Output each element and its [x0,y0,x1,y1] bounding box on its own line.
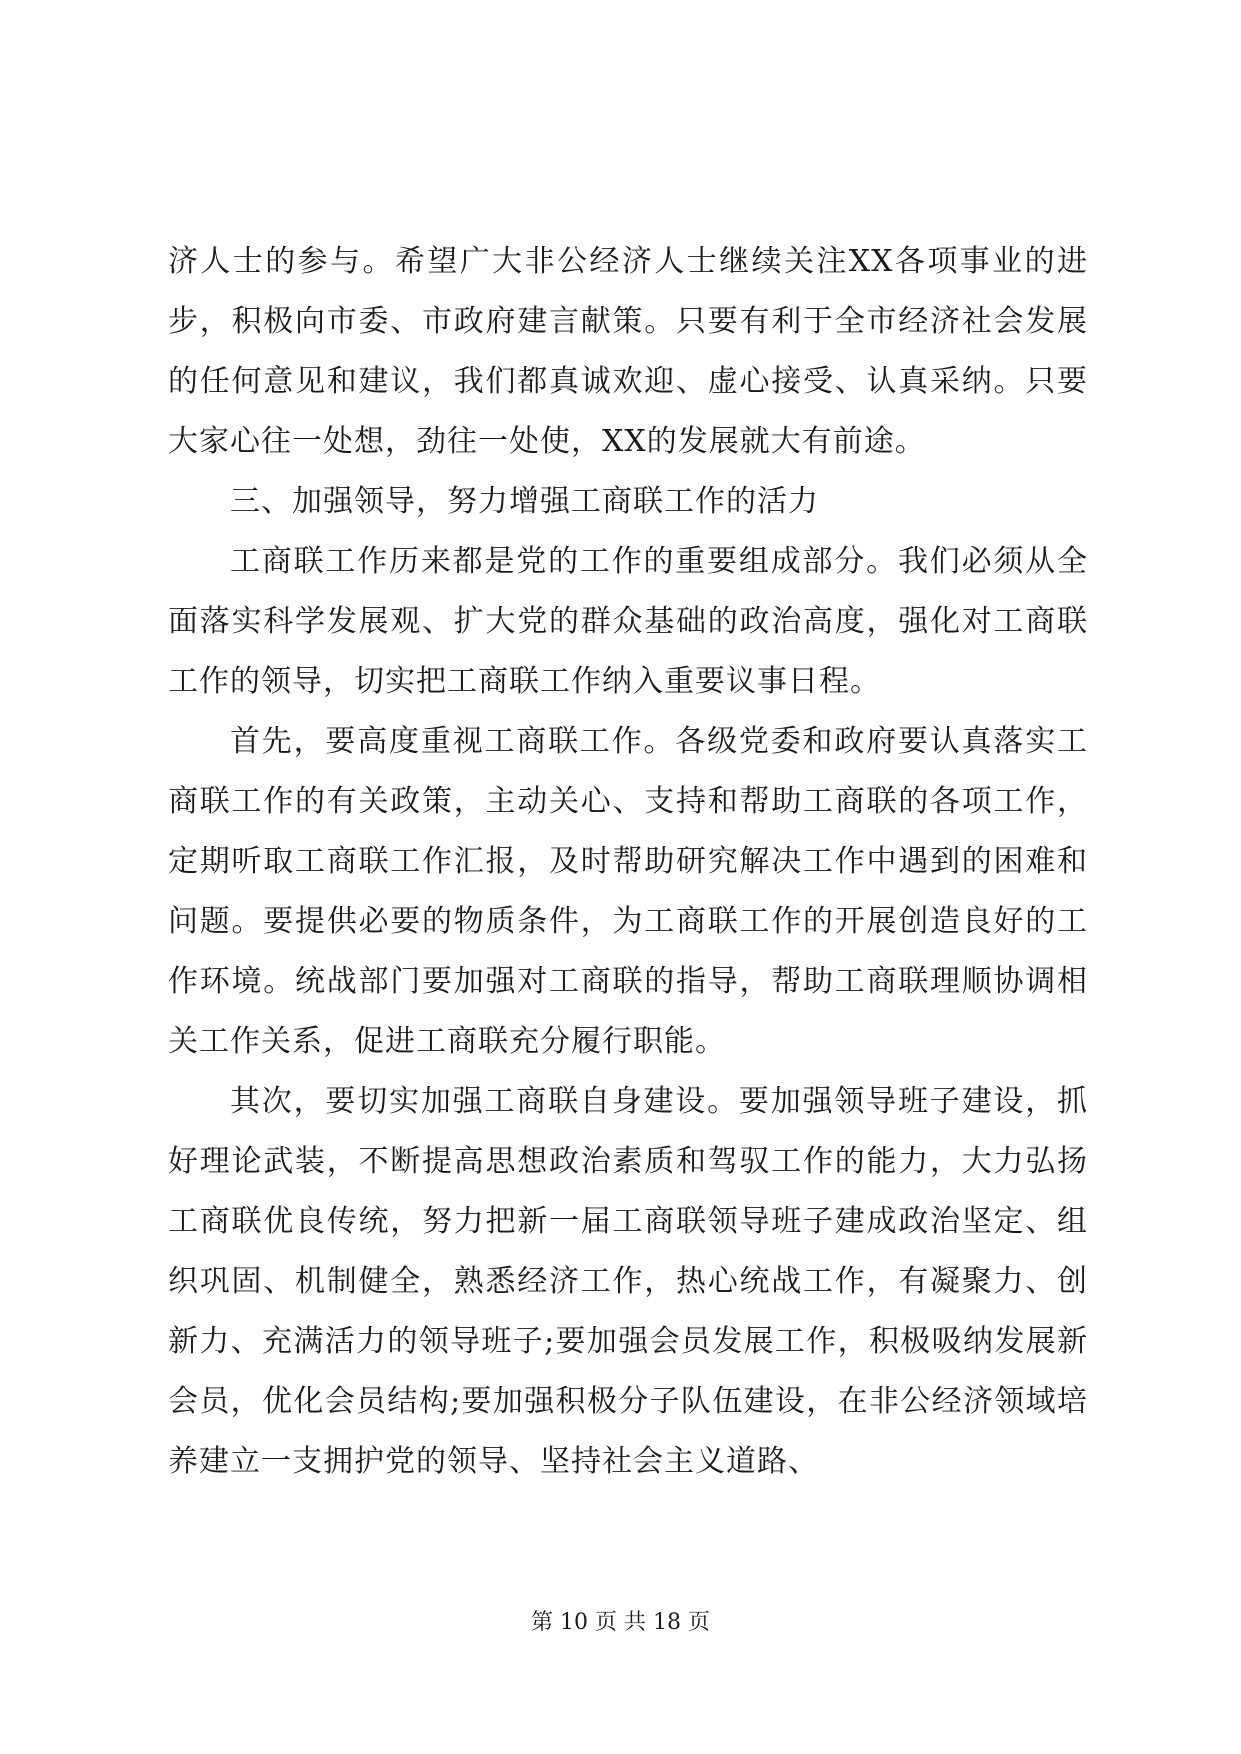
section-heading-3: 三、加强领导，努力增强工商联工作的活力 [230,484,819,519]
page-footer [0,1608,1241,1638]
paragraph-continuation: 济人士的参与。希望广大非公经济人士继续关注XX各项事业的进步，积极向市委、市政府建言献策。只要有利于全市经济社会发展的任何意见和建议，我们都真诚欢迎、虚心接受、认真采纳。只要大家心往一处想，劲往一处使，XX的发展就大有前途。 [168,244,1088,459]
paragraph-first-priority: 首先，要高度重视工商联工作。各级党委和政府要认真落实工商联工作的有关政策，主动关心、支持和帮助工商联的各项工作，定期听取工商联工作汇报，及时帮助研究解决工作中遇到的困难和问题。要提供必要的物质条件，为工商联工作的开展创造良好的工作环境。统战部门要加强对工商联的指导，帮助工商联理顺协调相关工作关系，促进工商联充分履行职能。 [168,724,1088,1059]
paragraph-second-priority: 其次，要切实加强工商联自身建设。要加强领导班子建设，抓好理论武装，不断提高思想政治素质和驾驭工作的能力，大力弘扬工商联优良传统，努力把新一届工商联领导班子建成政治坚定、组织巩固、机制健全，熟悉经济工作，热心统战工作，有凝聚力、创新力、充满活力的领导班子;要加强会员发展工作，积极吸纳发展新会员，优化会员结构;要加强积极分子队伍建设，在非公经济领域培养建立一支拥护党的领导、坚持社会主义道路、 [168,1084,1088,1479]
document-body [168,232,1088,1492]
paragraph-importance: 工商联工作历来都是党的工作的重要组成部分。我们必须从全面落实科学发展观、扩大党的群众基础的政治高度，强化对工商联工作的领导，切实把工商联工作纳入重要议事日程。 [168,544,1088,699]
page-number: 第 10 页 共 18 页 [531,1610,710,1635]
